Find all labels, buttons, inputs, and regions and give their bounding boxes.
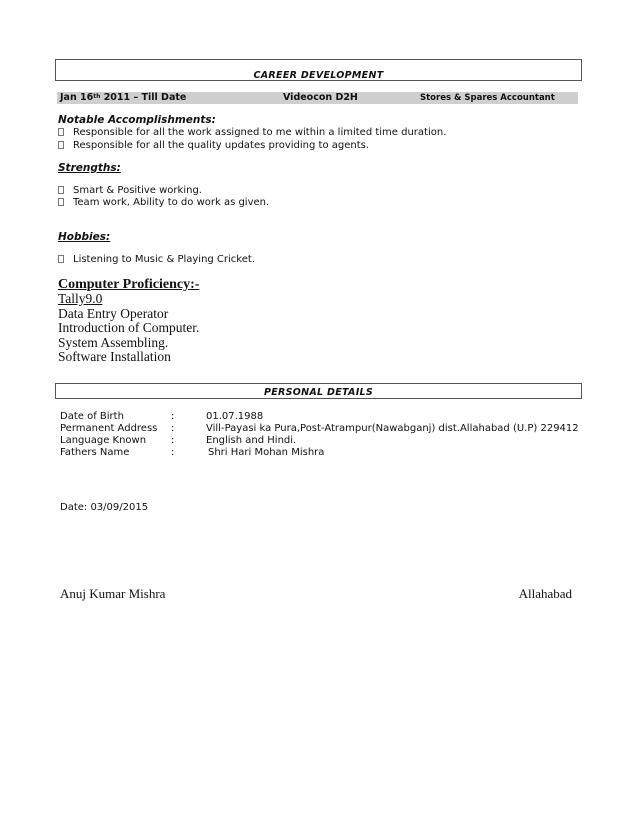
career-development-header	[55, 59, 582, 81]
list-item: Smart & Positive working.	[58, 184, 202, 197]
applicant-name: Anuj Kumar Mishra	[60, 586, 166, 601]
personal-details-header	[55, 383, 582, 399]
computer-item: System Assembling.	[58, 335, 169, 350]
list-item: Responsible for all the quality updates providing to agents.	[58, 139, 369, 152]
job-role: Stores & Spares Accountant	[420, 93, 555, 103]
career-development-title: CAREER DEVELOPMENT	[253, 70, 384, 81]
computer-item: Data Entry Operator	[58, 306, 169, 321]
personal-details-title: PERSONAL DETAILS	[263, 387, 374, 398]
computer-proficiency-heading: Computer Proficiency:-	[58, 277, 200, 292]
job-row	[57, 92, 578, 104]
accomplishments-heading: Notable Accomplishments:	[58, 114, 216, 126]
strengths-heading: Strengths:	[58, 162, 121, 174]
bullet-icon	[58, 255, 64, 263]
list-item: Responsible for all the work assigned to me within a limited time duration.	[58, 126, 446, 139]
list-item: Team work, Ability to do work as given.	[58, 196, 269, 209]
bullet-icon	[58, 141, 64, 149]
bullet-icon	[58, 128, 64, 136]
list-item: Listening to Music & Playing Cricket.	[58, 253, 255, 266]
applicant-place: Allahabad	[518, 586, 572, 601]
document-date: Date: 03/09/2015	[60, 502, 149, 513]
bullet-icon	[58, 198, 64, 206]
computer-item: Software Installation	[58, 349, 171, 364]
bullet-icon	[58, 186, 64, 194]
hobbies-heading: Hobbies:	[58, 231, 111, 243]
job-period: Jan 16th 2011 – Till Date	[60, 92, 187, 103]
computer-item: Tally9.0	[58, 291, 103, 306]
computer-item: Introduction of Computer.	[58, 320, 200, 335]
job-company: Videocon D2H	[283, 92, 358, 103]
